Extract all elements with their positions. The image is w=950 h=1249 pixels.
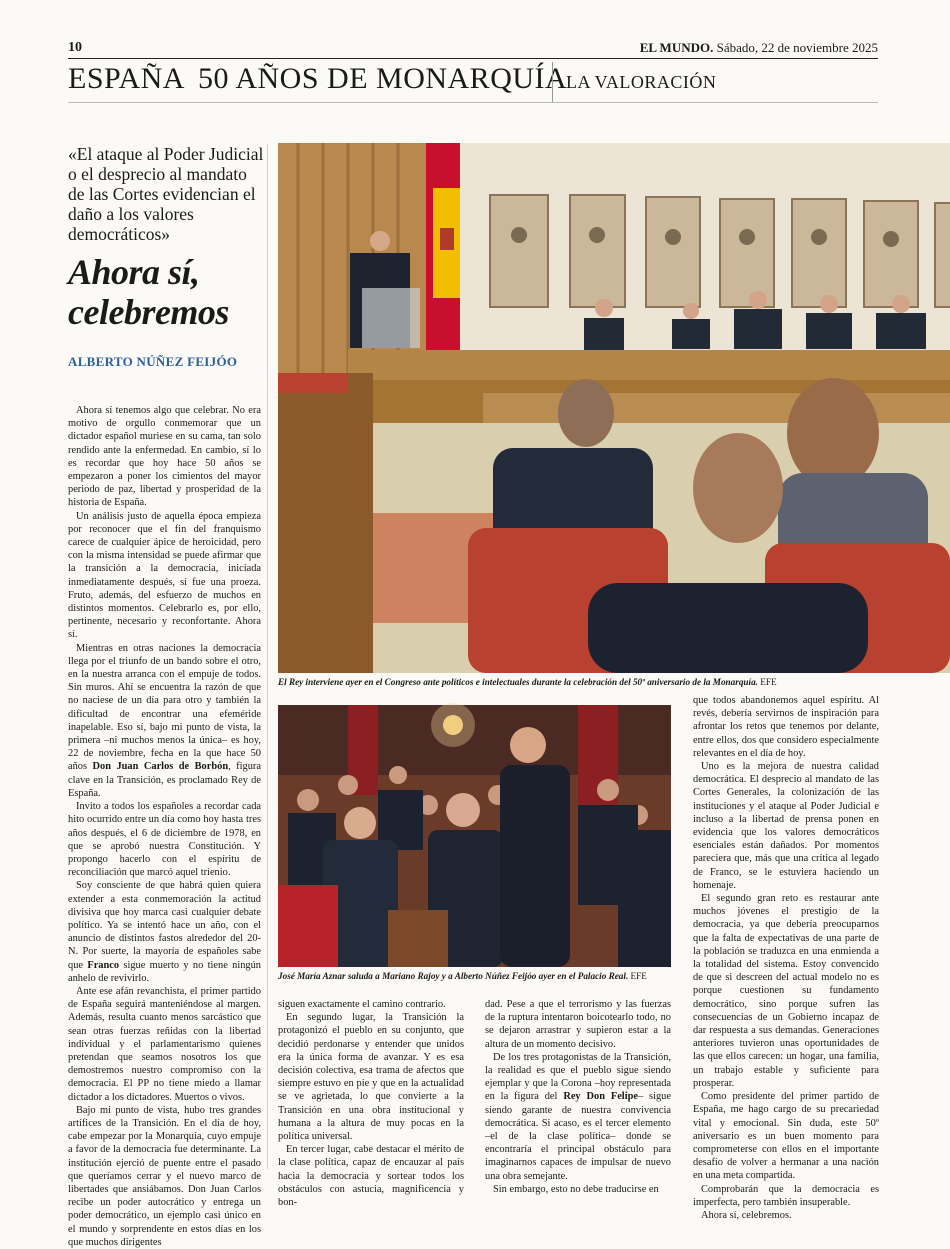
newspaper-name: EL MUNDO. bbox=[639, 40, 714, 55]
paragraph: Invito a todos los españoles a recordar cada hito ocurrido entre un día como hoy hasta tres años después, el 6 de diciembre de 1978, en que se aprobó nuestra Constitución. Y propongo hacerlo con el espíritu de reconciliación que marcó aquel trienio. bbox=[68, 801, 261, 879]
paragraph: Ahora sí tenemos algo que celebrar. No era motivo de orgullo conmemorar que un dictador español muriese en su cama, tan solo rendido ante la enfermedad. En cambio, sí lo es recordar que hoy hace 50 años se empezaron a poner los cimientos del mayor periodo de paz, libertad y prosperidad de la historia de España. bbox=[68, 405, 261, 509]
paragraph: Un análisis justo de aquella época empieza por reconocer que el fin del franquismo carece de cualquier ápice de heroicidad, pero con la misma intensidad se puede afirmar que la transición a la democracia, iniciada inmediatamente después, sí fue una proeza. Fruto, además, del esfuerzo de muchos en distintos momentos. Celebrarlo es, por ello, pertinente, necesario y reconfortante. Ahora sí. bbox=[68, 510, 261, 641]
bold-name: Don Juan Carlos de Borbón bbox=[92, 761, 229, 773]
headline: Ahora sí, celebremos bbox=[68, 252, 229, 332]
pull-quote: «El ataque al Poder Judicial o el desprecio al mandato de las Cortes evidencian el daño a los valores democráticos» bbox=[68, 144, 264, 244]
subsection-title: LA VALORACIÓN bbox=[566, 72, 717, 92]
main-photo-caption: El Rey interviene ayer en el Congreso ante políticos e intelectuales durante la celebración del 50º aniversario de la Monarquía. EFE bbox=[278, 677, 777, 687]
secondary-photo bbox=[278, 705, 671, 967]
secondary-photo-caption: José María Aznar saluda a Mariano Rajoy y a Alberto Núñez Feijóo ayer en el Palacio Real. EFE bbox=[278, 971, 647, 981]
body-column-1 bbox=[68, 404, 261, 1248]
bold-name: Rey Don Felipe bbox=[563, 1091, 638, 1103]
supersection-title: 50 AÑOS DE MONARQUÍA bbox=[198, 62, 568, 95]
body-column-3 bbox=[485, 998, 671, 1195]
paragraph: Bajo mi punto de vista, hubo tres grandes artífices de la Transición. En el día de hoy, cabe empezar por la Monarquía, cuyo empuje a favor de la democracia fue determinante. La institución ejerció de puente entre el pasado que queríamos cerrar y el nuevo marco de libertades que ansiábamos. Don Juan Carlos recibe un poder autocrático y entrega un poder democrático, un ejemplo casi único en el mundo y sorprendente en estos días en los que muchos dirigentes bbox=[68, 1104, 261, 1248]
byline: ALBERTO NÚÑEZ FEIJÓO bbox=[68, 354, 238, 369]
masthead bbox=[640, 40, 878, 56]
paragraph: En tercer lugar, cabe destacar el mérito de la clase política, capaz de encauzar al país hacia la democracia y sortear todos los obstáculos con astucia, magnificencia y bon- bbox=[278, 1144, 464, 1209]
paragraph: Comprobarán que la democracia es imperfecta, pero también insuperable. bbox=[693, 1183, 879, 1208]
paragraph: Uno es la mejora de nuestra calidad democrática. El desprecio al mandato de las Cortes Generales, la colonización de las instituciones y el ataque al Poder Judicial e incluso a la libertad de prensa ponen en evidencia que los valores democráticos esenciales están dañados. Por momentos pareciera que, más que una crítica al legado de Franco, se le estuviera haciendo un homenaje. bbox=[693, 761, 879, 891]
paragraph: El segundo gran reto es restaurar ante muchos jóvenes el prestigio de la democracia, ya que debería preocuparnos que la falta de expectativas de una parte de la población se traduzca en una enmienda a la totalidad del sistema. Estoy convencido de que si descreen del actual modelo no es porque cuestionen su fundamento democrático, sino porque sufren las consecuencias de un Gobierno incapaz de dar respuesta a sus demandas. Generaciones anteriores tuvieron unas oportunidades de las que ellos carecen: un hogar, una familia, un trabajo estable y suficiente para prosperar. bbox=[693, 893, 879, 1089]
paragraph: que todos abandonemos aquel espíritu. Al revés, debería servirnos de inspiración para afrontar los retos que tenemos por delante, entre ellos, dos que considero especialmente relevantes en el día de hoy. bbox=[693, 695, 879, 759]
body-column-2 bbox=[278, 998, 464, 1209]
issue-date: Sábado, 22 de noviembre 2025 bbox=[716, 40, 878, 55]
main-photo bbox=[278, 143, 950, 673]
paragraph: Soy consciente de que habrá quien quiera extender a esta conmemoración la actitud divisiva que hoy marca casi cualquier debate político. Ya se intentó hace un año, con el anuncio de distintos fastos alrededor del 20-N. Por suerte, la mayoría de españoles sabe que Franco sigue muerto y no tiene ningún anhelo de revivirlo. bbox=[68, 880, 261, 984]
body-column-4 bbox=[693, 694, 879, 1221]
header-divider bbox=[552, 62, 553, 102]
bold-name: Franco bbox=[87, 959, 120, 971]
paragraph: De los tres protagonistas de la Transición, la realidad es que el pueblo sigue siendo ejemplar y que la Corona –hoy representada en la figura del Rey Don Felipe– sigue siendo garante de nuestra convivencia democrática. Si acaso, es el tercer elemento –el de la clase política– donde se encontraría el principal obstáculo para imaginarnos capaces de impulsar de nuevo una obra semejante. bbox=[485, 1051, 671, 1182]
page-number: 10 bbox=[68, 40, 82, 55]
section-rule bbox=[68, 102, 878, 103]
paragraph: siguen exactamente el camino contrario. bbox=[278, 999, 446, 1010]
paragraph: Como presidente del primer partido de España, me hago cargo de su precariedad vital y emocional. Sin duda, este 50º aniversario es un buen momento para comprometerse con ellos en el importante desafío de volver a hermanar a una nación en una meta compartida. bbox=[693, 1091, 879, 1182]
section-title: ESPAÑA bbox=[68, 62, 185, 95]
paragraph: Ahora sí, celebremos. bbox=[701, 1209, 792, 1221]
paragraph: Mientras en otras naciones la democracia llega por el triunfo de un bando sobre el otro, en la nuestra arranca con el empuje de todos. Sin muros. Ahí se encuentra la razón de que no naciese de un día para otro y también la dificultad de encontrar una efeméride inapelable. Eso sí, bajo mi punto de vista, la primera –ni muchos menos la única– es hoy, 22 de noviembre, fecha en la que hace 50 años Don Juan Carlos de Borbón, figura clave en la Transición, es proclamado Rey de España. bbox=[68, 642, 261, 799]
paragraph: Sin embargo, esto no debe traducirse en bbox=[493, 1183, 659, 1195]
header-rule bbox=[68, 58, 878, 59]
photo-credit: EFE bbox=[630, 971, 647, 981]
column-rule bbox=[267, 144, 268, 1169]
paragraph: En segundo lugar, la Transición la protagonizó el pueblo en su conjunto, que decidió perdonarse y entender que unidos era la única forma de avanzar. Y es esa decisión colectiva, esa trama de afectos que siempre estuvo en pie y que en la actualidad se ve agrietada, lo que convierte a la Transición en una obra institucional y humana a la altura de muy pocas en la política universal. bbox=[278, 1012, 464, 1143]
photo-credit: EFE bbox=[760, 677, 777, 687]
paragraph: Ante ese afán revanchista, el primer partido de España seguirá manteniéndose al margen. Además, resulta cuanto menos sarcástico que sean otras fuerzas reñidas con la libertad individual y el parlamentarismo quienes pretendan que seamos nosotros los que demostremos nuestro compromiso con la democracia. El PP no tiene miedo a llamar dictador a los dictadores. Muertos o vivos. bbox=[68, 985, 261, 1103]
paragraph: dad. Pese a que el terrorismo y las fuerzas de la ruptura intentaron boicotearlo todo, no se dejaron arrastrar y supieron estar a la altura de un momento decisivo. bbox=[485, 999, 671, 1050]
